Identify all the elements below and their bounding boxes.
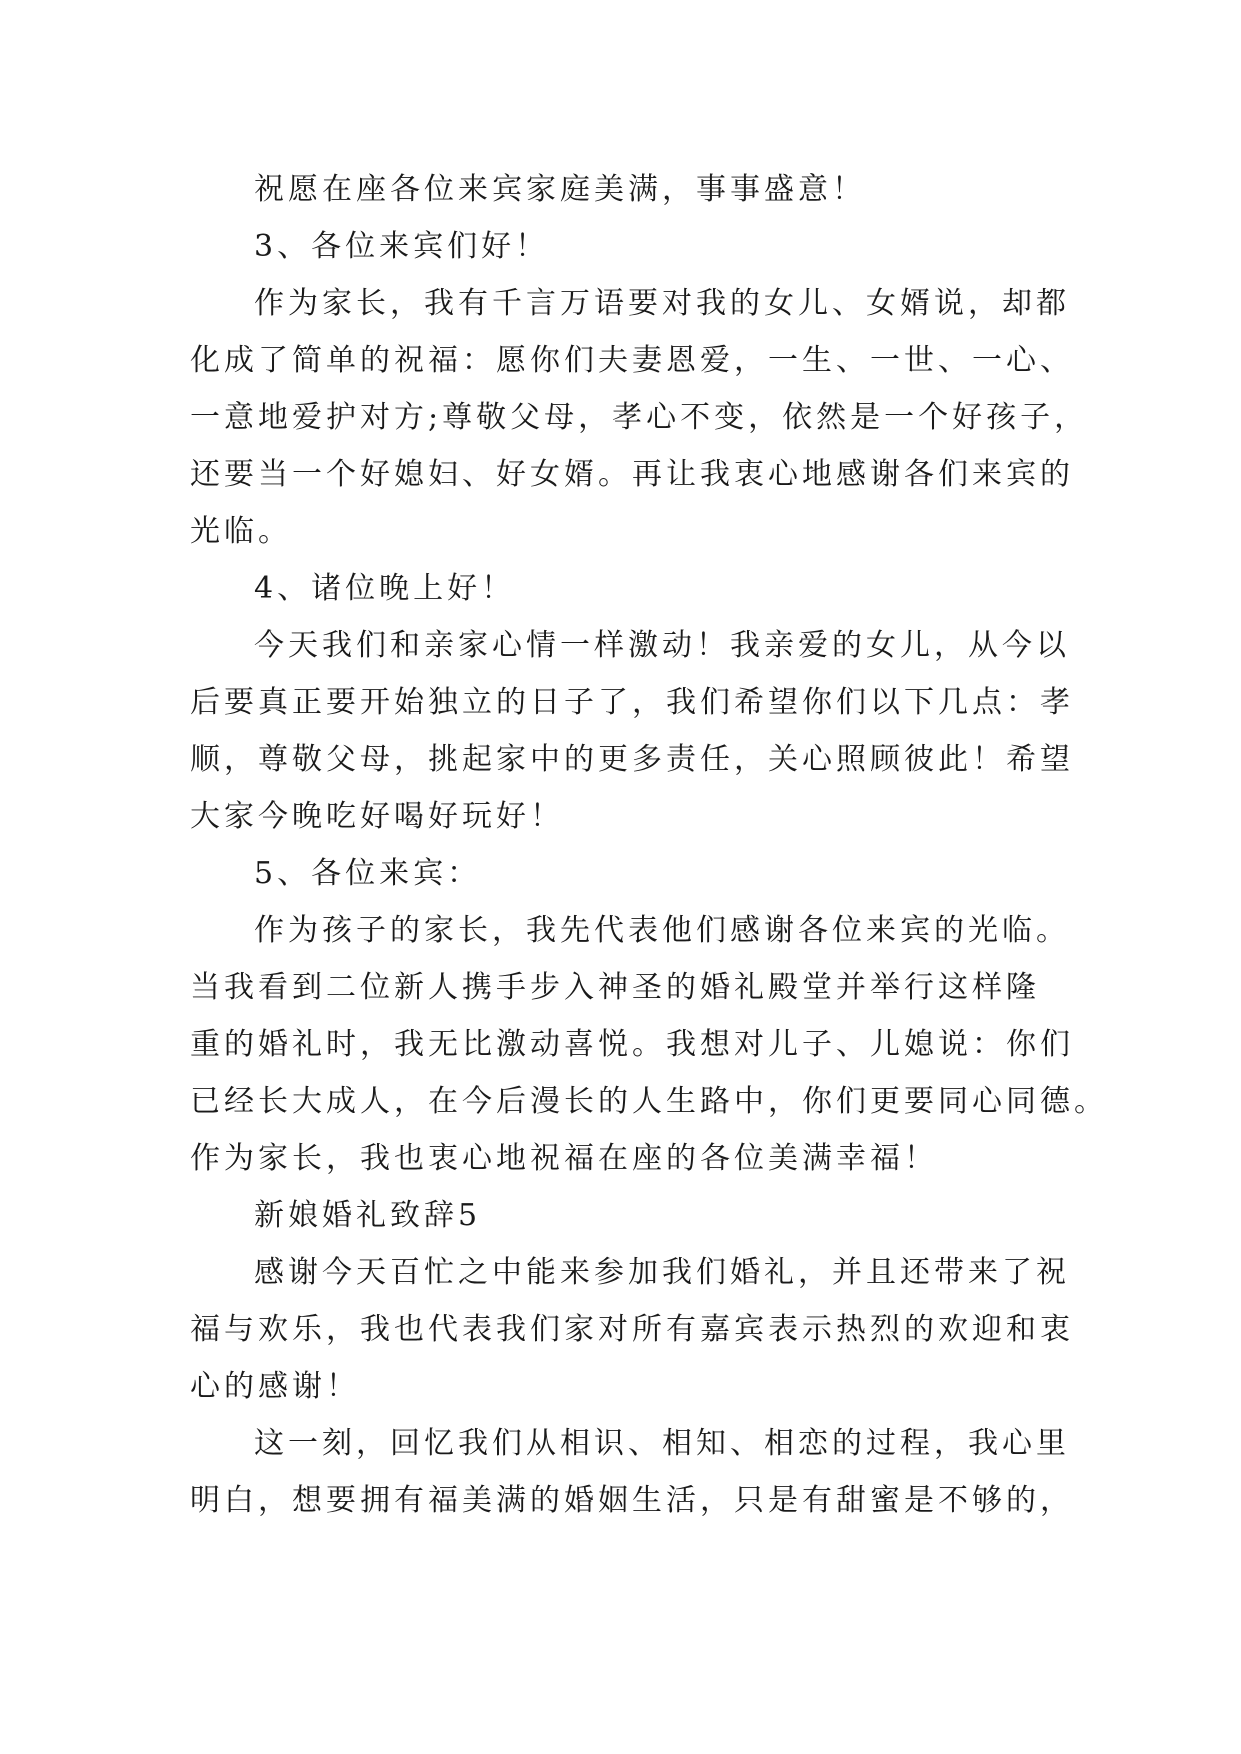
- text-line: 作为家长，我也衷心地祝福在座的各位美满幸福！: [190, 1141, 938, 1176]
- text-line: 今天我们和亲家心情一样激动！我亲爱的女儿，从今以: [254, 628, 1070, 663]
- text-line: 大家今晚吃好喝好玩好！: [190, 799, 564, 834]
- text-line: 5、各位来宾：: [254, 856, 482, 891]
- text-line: 光临。: [190, 514, 292, 549]
- section-heading: [190, 1187, 1050, 1244]
- text-line: 4、诸位晚上好！: [254, 571, 516, 606]
- section-heading: [190, 218, 1050, 275]
- text-line: 一意地爱护对方;尊敬父母，孝心不变，依然是一个好孩子，: [190, 400, 1089, 435]
- section-heading: [190, 845, 1050, 902]
- paragraph: [190, 275, 1089, 560]
- text-line: 化成了简单的祝福：愿你们夫妻恩爱，一生、一世、一心、: [190, 343, 1074, 378]
- document-body: [190, 161, 1108, 1529]
- text-line: 心的感谢！: [190, 1369, 360, 1404]
- text-line: 作为孩子的家长，我先代表他们感谢各位来宾的光临。: [254, 913, 1070, 948]
- text-line: 新娘婚礼致辞5: [254, 1198, 482, 1233]
- text-line: 顺，尊敬父母，挑起家中的更多责任，关心照顾彼此！希望: [190, 742, 1074, 777]
- text-line: 重的婚礼时，我无比激动喜悦。我想对儿子、儿媳说：你们: [190, 1027, 1074, 1062]
- text-line: 已经长大成人，在今后漫长的人生路中，你们更要同心同德。: [190, 1084, 1108, 1119]
- section-heading: [190, 560, 1050, 617]
- text-line: 后要真正要开始独立的日子了，我们希望你们以下几点：孝: [190, 685, 1074, 720]
- paragraph: [190, 161, 1050, 218]
- text-line: 还要当一个好媳妇、好女婿。再让我衷心地感谢各们来宾的: [190, 457, 1074, 492]
- text-line: 明白，想要拥有福美满的婚姻生活，只是有甜蜜是不够的，: [190, 1483, 1074, 1518]
- text-line: 这一刻，回忆我们从相识、相知、相恋的过程，我心里: [254, 1426, 1070, 1461]
- paragraph: [190, 1415, 1074, 1529]
- text-line: 祝愿在座各位来宾家庭美满，事事盛意！: [254, 172, 866, 207]
- paragraph: [190, 617, 1074, 845]
- paragraph: [190, 902, 1108, 1187]
- text-line: 作为家长，我有千言万语要对我的女儿、女婿说，却都: [254, 286, 1070, 321]
- text-line: 感谢今天百忙之中能来参加我们婚礼，并且还带来了祝: [254, 1255, 1070, 1290]
- paragraph: [190, 1244, 1074, 1415]
- text-line: 当我看到二位新人携手步入神圣的婚礼殿堂并举行这样隆: [190, 970, 1040, 1005]
- text-line: 福与欢乐，我也代表我们家对所有嘉宾表示热烈的欢迎和衷: [190, 1312, 1074, 1347]
- text-line: 3、各位来宾们好！: [254, 229, 550, 264]
